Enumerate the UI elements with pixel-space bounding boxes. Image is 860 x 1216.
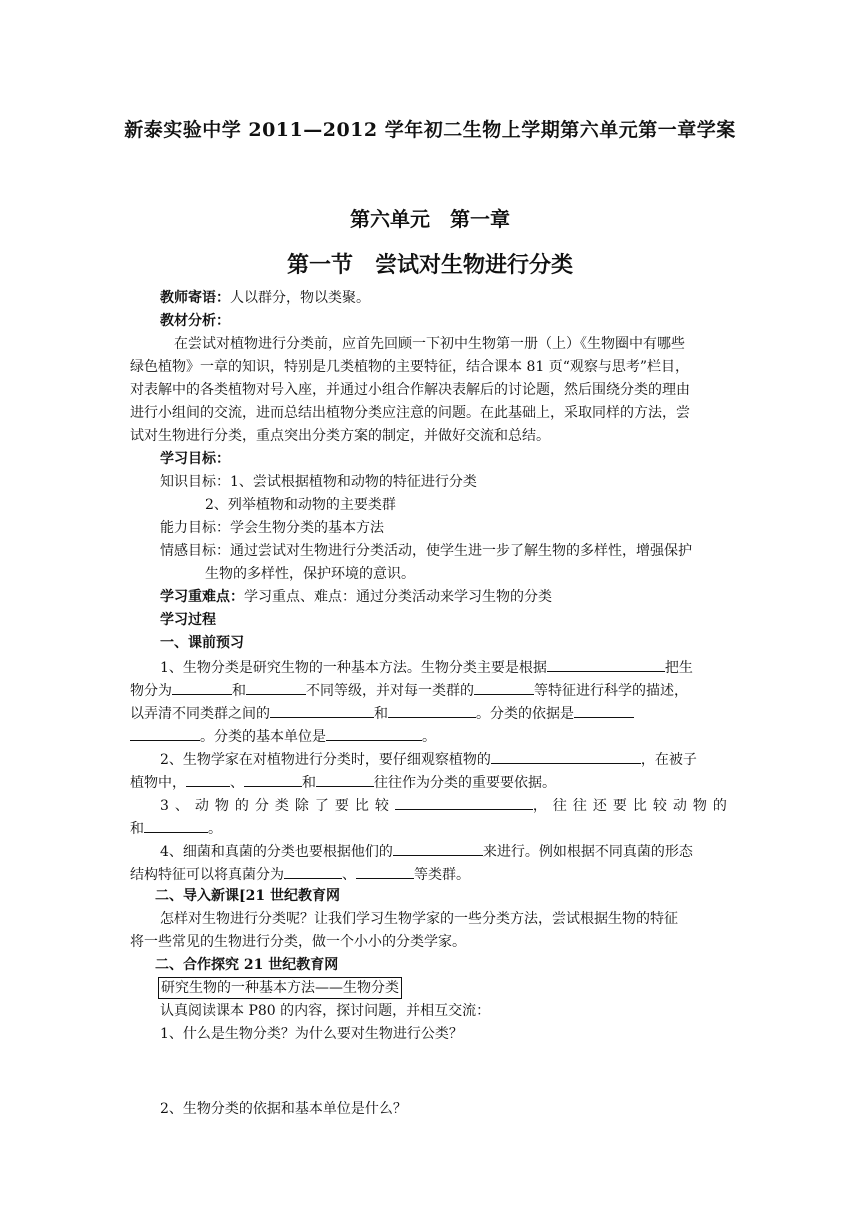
blank[interactable] — [172, 679, 232, 695]
text: 2、生物学家在对植物进行分类时，要仔细观察植物的 — [160, 752, 491, 768]
blank[interactable] — [491, 748, 641, 764]
text: 不同等级，并对每一类群的 — [306, 683, 474, 699]
text: 。分类的基本单位是 — [200, 729, 326, 745]
preview-q2-line1 — [160, 748, 697, 770]
text: 和 — [232, 683, 246, 699]
blank[interactable] — [326, 725, 422, 741]
text: 植物中， — [130, 775, 186, 791]
preview-q4-line2 — [130, 863, 470, 885]
analysis-line: 在尝试对植物进行分类前，应首先回顾一下初中生物第一册（上）《生物圈中有哪些 — [174, 336, 685, 352]
blank[interactable] — [388, 702, 476, 718]
text: 3、动物的分类除了要比较 — [160, 798, 395, 814]
intro-line: 怎样对生物进行分类呢？让我们学习生物学家的一些分类方法，尝试根据生物的特征 — [160, 911, 678, 927]
text: 结构特征可以将真菌分为 — [130, 867, 284, 883]
teacher-note-label: 教师寄语： — [160, 290, 230, 306]
text: 1、生物分类是研究生物的一种基本方法。生物分类主要是根据 — [160, 660, 547, 676]
key-points-text: 学习重点、难点：通过分类活动来学习生物的分类 — [244, 589, 552, 605]
blank[interactable] — [246, 679, 306, 695]
section-title: 第一节 尝试对生物进行分类 — [286, 252, 573, 278]
text: 。分类的依据是 — [476, 706, 574, 722]
blank[interactable] — [474, 679, 534, 695]
blank[interactable] — [574, 702, 634, 718]
unit-title: 第六单元 第一章 — [350, 207, 510, 231]
blank[interactable] — [130, 725, 200, 741]
text: 4、细菌和真菌的分类也要根据他们的 — [160, 844, 393, 860]
intro-heading: 二、导入新课[21 世纪教育网 — [155, 888, 340, 904]
preview-q4-line1 — [160, 840, 693, 862]
explore-instruction: 认真阅读课本 P80 的内容，探讨问题，并相互交流： — [160, 1003, 491, 1019]
preview-q2-line2 — [130, 771, 556, 793]
ability-goal: 能力目标：学会生物分类的基本方法 — [160, 520, 384, 536]
preview-q3-line1 — [160, 794, 733, 816]
document-title: 新泰实验中学 2011—2012 学年初二生物上学期第六单元第一章学案 — [124, 119, 736, 141]
explore-boxed-topic: 研究生物的一种基本方法——生物分类 — [158, 977, 402, 999]
analysis-line: 试对生物进行分类，重点突出分类方案的制定，并做好交流和总结。 — [130, 428, 550, 444]
text: 等特征进行科学的描述， — [534, 683, 688, 699]
blank[interactable] — [270, 702, 374, 718]
knowledge-goal-1: 知识目标：1、尝试根据植物和动物的特征进行分类 — [160, 474, 477, 490]
blank[interactable] — [284, 863, 342, 879]
preview-q1-line2 — [130, 679, 688, 701]
emotion-goal-1: 情感目标：通过尝试对生物进行分类活动，使学生进一步了解生物的多样性，增强保护 — [160, 543, 692, 559]
preview-q3-line2 — [130, 817, 222, 839]
preview-q1-line3 — [130, 702, 634, 724]
blank[interactable] — [395, 794, 533, 810]
text: 。 — [208, 821, 222, 837]
explore-heading: 二、合作探究 21 世纪教育网 — [155, 957, 339, 973]
text: 以弄清不同类群之间的 — [130, 706, 270, 722]
knowledge-goal-2: 2、列举植物和动物的主要类群 — [205, 497, 396, 513]
explore-question-2: 2、生物分类的依据和基本单位是什么？ — [160, 1101, 407, 1117]
text: 来进行。例如根据不同真菌的形态 — [482, 844, 693, 860]
analysis-line: 进行小组间的交流，进而总结出植物分类应注意的问题。在此基础上，采取同样的方法，尝 — [130, 405, 690, 421]
emotion-goal-2: 生物的多样性，保护环境的意识。 — [205, 566, 415, 582]
blank[interactable] — [244, 771, 302, 787]
text: ，在被子 — [640, 752, 697, 768]
process-label: 学习过程 — [160, 612, 216, 628]
analysis-line: 对表解中的各类植物对号入座，并通过小组合作解决表解后的讨论题，然后围绕分类的理由 — [130, 382, 690, 398]
blank[interactable] — [393, 840, 483, 856]
text: ，往往还要比较动物的 — [532, 798, 733, 814]
teacher-note — [160, 288, 370, 308]
text: 。 — [422, 729, 436, 745]
text: 和 — [302, 775, 316, 791]
text: 往往作为分类的重要要依据。 — [374, 775, 556, 791]
preview-heading: 一、课前预习 — [160, 635, 244, 651]
blank[interactable] — [547, 656, 665, 672]
analysis-label: 教材分析： — [160, 313, 230, 329]
text: 物分为 — [130, 683, 172, 699]
key-points-label: 学习重难点： — [160, 589, 244, 605]
analysis-line: 绿色植物》一章的知识，特别是几类植物的主要特征，结合课本 81 页“观察与思考”栏目， — [130, 359, 690, 375]
key-points — [160, 587, 552, 607]
preview-q1-line1 — [160, 656, 693, 678]
preview-q1-line4 — [130, 725, 436, 747]
text: 和 — [374, 706, 388, 722]
blank[interactable] — [186, 771, 230, 787]
goals-label: 学习目标： — [160, 451, 230, 467]
teacher-note-text: 人以群分，物以类聚。 — [230, 290, 370, 306]
blank[interactable] — [144, 817, 208, 833]
text: 等类群。 — [414, 867, 470, 883]
text: 把生 — [664, 660, 693, 676]
text: 和 — [130, 821, 144, 837]
explore-question-1: 1、什么是生物分类？为什么要对生物进行公类？ — [160, 1026, 463, 1042]
blank[interactable] — [356, 863, 414, 879]
text: 、 — [342, 867, 356, 883]
text: 、 — [230, 775, 244, 791]
intro-line: 将一些常见的生物进行分类，做一个小小的分类学家。 — [130, 934, 466, 950]
blank[interactable] — [316, 771, 374, 787]
